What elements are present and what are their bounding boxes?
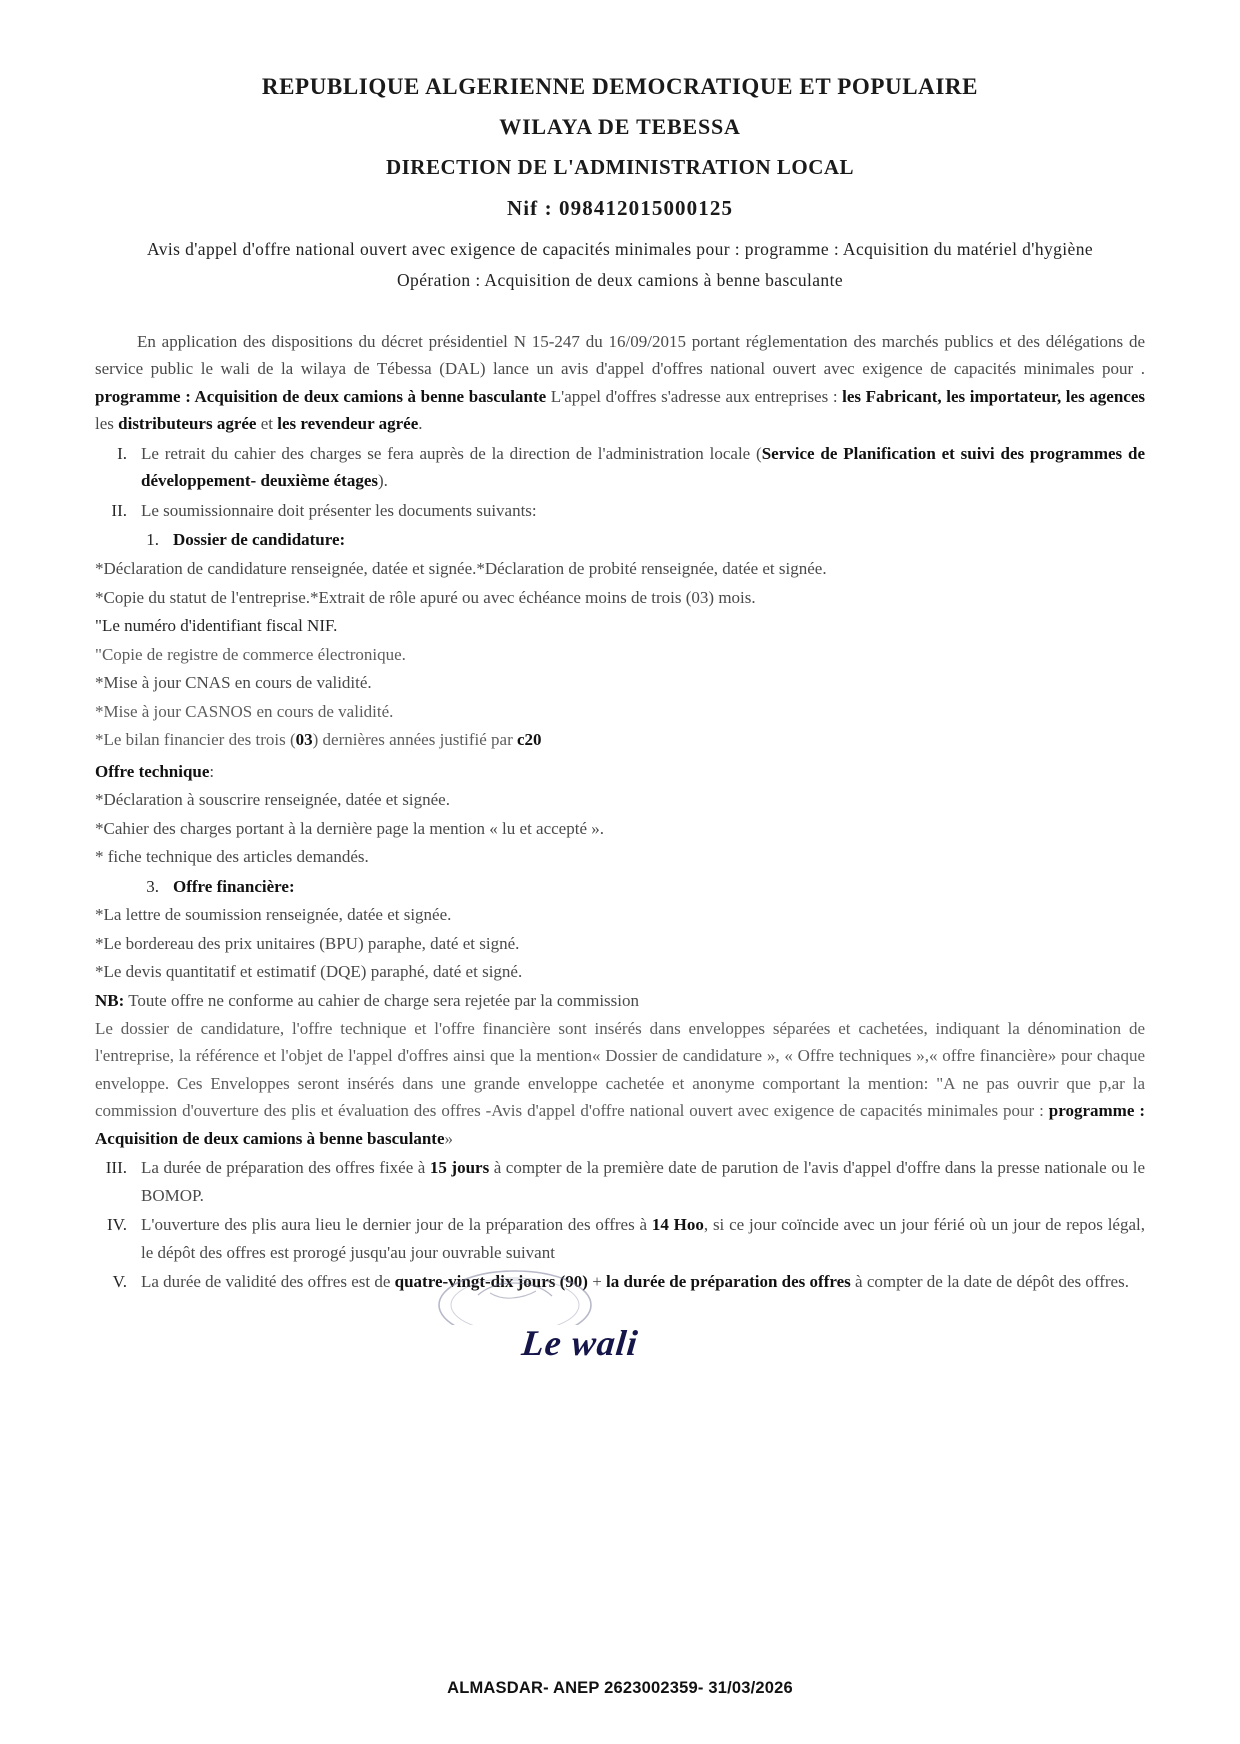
list-item-iii xyxy=(95,1154,1145,1209)
intro-bold-2: les Fabricant, les importateur, les agences xyxy=(842,386,1145,406)
offre-technique-title: Offre technique xyxy=(95,761,210,781)
header-line-avis: Avis d'appel d'offre national ouvert avec exigence de capacités minimales pour : programme : Acquisition du matériel d'hygiène xyxy=(146,239,1094,259)
list-item-iv-bold: 14 Hoo xyxy=(651,1215,704,1235)
financiere-line-2: *Le bordereau des prix unitaires (BPU) paraphe, daté et signé. xyxy=(95,933,520,953)
list-item-i-text-1: Le retrait du cahier des charges se fera auprès de la direction de l'administration locale ( xyxy=(141,443,762,463)
signature-block xyxy=(95,1314,1145,1372)
list-item-iv xyxy=(95,1211,1145,1266)
nb-text: Toute offre ne conforme au cahier de charge sera rejetée par la commission xyxy=(124,990,639,1010)
intro-text-1: En application des dispositions du décret présidentiel N 15-247 du 16/09/2015 portant réglementation des marchés publics et des délégations de service public le wali de la wilaya de Tébessa (DAL) lance un avis d'appel d'offres national ouvert avec exigence de capacités minimales pour . xyxy=(95,331,1145,379)
signature-label: Le wali xyxy=(519,1322,641,1363)
technique-line-2: *Cahier des charges portant à la dernière page la mention « lu et accepté ». xyxy=(95,818,604,838)
technique-line-3: * fiche technique des articles demandés. xyxy=(95,847,369,867)
header-line-direction: DIRECTION DE L'ADMINISTRATION LOCAL xyxy=(385,155,855,179)
list-item-i xyxy=(95,440,1145,495)
list-item-v-number: V. xyxy=(112,1272,127,1292)
list-item-v-text-3: à compter de la date de dépôt des offres. xyxy=(850,1272,1129,1292)
enveloppes-text-2: » xyxy=(444,1128,453,1148)
bilan-bold-03: 03 xyxy=(295,730,313,750)
list-item-v-text-1: La durée de validité des offres est de xyxy=(141,1272,395,1292)
list-item-iv-text-1: L'ouverture des plis aura lieu le dernier jour de la préparation des offres à xyxy=(141,1215,652,1235)
list-item-ii-text: Le soumissionnaire doit présenter les documents suivants: xyxy=(141,500,537,520)
document-header xyxy=(95,74,1145,294)
subsection-financiere xyxy=(95,873,1145,901)
candidature-line-bilan xyxy=(95,726,1145,754)
intro-bold-3: distributeurs agrée xyxy=(118,414,257,434)
list-item-iii-text-2: à compter de la première date de parution de l'avis d'appel d'offre dans la presse nationale ou le BOMOP. xyxy=(141,1158,1146,1205)
subsection-candidature xyxy=(95,526,1145,554)
intro-bold-4: les revendeur agrée xyxy=(277,414,419,434)
list-item-i-text-2: ). xyxy=(378,471,388,491)
bilan-text-pre: *Le bilan financier des trois ( xyxy=(95,730,296,750)
offre-technique-heading xyxy=(95,758,1145,786)
list-item-iv-text-2: , si ce jour coïncide avec un jour férié où un jour de repos légal, le dépôt des offres est prorogé jusqu'au jour ouvrable suivant xyxy=(141,1215,1145,1262)
list-item-iv-number: IV. xyxy=(107,1215,127,1235)
candidature-line-3: "Le numéro d'identifiant fiscal NIF. xyxy=(95,616,338,636)
list-item-iii-text-1: La durée de préparation des offres fixée à xyxy=(141,1158,430,1178)
list-item-ii xyxy=(95,497,1145,525)
list-item-iii-text xyxy=(141,1154,1145,1209)
list-item-v-bold-2: la durée de préparation des offres xyxy=(606,1272,851,1292)
financiere-number: 3. xyxy=(146,876,159,896)
list-item-v-text-2: + xyxy=(587,1272,607,1292)
list-item-i-text xyxy=(141,440,1145,495)
document-body xyxy=(95,328,1145,1372)
intro-text-3: les xyxy=(95,414,119,434)
intro-text-4: et xyxy=(256,414,278,434)
list-item-v-bold-1: quatre-vingt-dix jours (90) xyxy=(394,1272,588,1292)
financiere-title: Offre financière: xyxy=(173,876,295,896)
candidature-line-1: *Déclaration de candidature renseignée, datée et signée.*Déclaration de probité renseignée, datée et signée. xyxy=(95,559,827,578)
nb-line xyxy=(95,987,1145,1015)
intro-paragraph xyxy=(95,328,1145,438)
candidature-line-2: *Copie du statut de l'entreprise.*Extrait de rôle apuré ou avec échéance moins de trois (03) mois. xyxy=(95,587,756,607)
list-item-i-number: I. xyxy=(117,443,127,463)
list-item-iii-bold: 15 jours xyxy=(429,1158,490,1178)
intro-text-5: . xyxy=(418,414,423,434)
enveloppes-text-1: Le dossier de candidature, l'offre technique et l'offre financière sont insérés dans enveloppes séparées et cachetées, indiquant la dénomination de l'entreprise, la référence et l'objet de l'appel d'offres ainsi que la mention« Dossier de candidature », « Offre techniques »,« offre financière» pour chaque enveloppe. Ces Enveloppes seront insérés dans une grande enveloppe cachetée et anonyme comportant la mention: "A ne pas ouvrir que p,ar la commission d'ouverture des plis et évaluation des offres -Avis d'appel d'offre national ouvert avec exigence de capacités minimales pour : xyxy=(95,1018,1145,1121)
list-item-v xyxy=(95,1268,1145,1296)
footer-reference: ALMASDAR- ANEP 2623002359- 31/03/2026 xyxy=(447,1679,793,1697)
nb-label: NB: xyxy=(95,990,125,1010)
header-line-nif: Nif : 098412015000125 xyxy=(506,196,734,220)
list-item-iii-number: III. xyxy=(105,1158,127,1178)
intro-text-2: L'appel d'offres s'adresse aux entreprises : xyxy=(546,386,843,406)
bilan-bold-c20: c20 xyxy=(517,730,542,750)
list-item-iv-text xyxy=(141,1211,1145,1266)
financiere-line-3: *Le devis quantitatif et estimatif (DQE) paraphé, daté et signé. xyxy=(95,962,523,982)
intro-bold-1: programme : Acquisition de deux camions à benne basculante xyxy=(95,386,547,406)
bilan-text-mid: ) dernières années justifié par xyxy=(312,730,518,750)
candidature-title: Dossier de candidature: xyxy=(173,530,346,550)
enveloppes-paragraph xyxy=(95,1015,1145,1153)
candidature-line-6: *Mise à jour CASNOS en cours de validité. xyxy=(95,701,394,721)
technique-line-1: *Déclaration à souscrire renseignée, datée et signée. xyxy=(95,790,450,810)
candidature-line-5: *Mise à jour CNAS en cours de validité. xyxy=(95,673,372,693)
candidature-number: 1. xyxy=(146,530,159,550)
list-item-v-text xyxy=(141,1268,1145,1296)
list-item-ii-number: II. xyxy=(111,500,127,520)
enveloppes-bold: programme : Acquisition de deux camions à benne basculante xyxy=(95,1101,1145,1148)
header-line-wilaya: WILAYA DE TEBESSA xyxy=(499,114,741,139)
header-line-operation: Opération : Acquisition de deux camions à benne basculante xyxy=(397,270,843,291)
header-line-republic: REPUBLIQUE ALGERIENNE DEMOCRATIQUE ET POPULAIRE xyxy=(261,74,979,99)
offre-technique-colon: : xyxy=(209,761,215,781)
candidature-line-4: "Copie de registre de commerce électronique. xyxy=(95,644,406,664)
list-item-i-bold: Service de Planification et suivi des programmes de développement- deuxième étages xyxy=(141,443,1145,491)
financiere-line-1: *La lettre de soumission renseignée, datée et signée. xyxy=(95,905,452,925)
